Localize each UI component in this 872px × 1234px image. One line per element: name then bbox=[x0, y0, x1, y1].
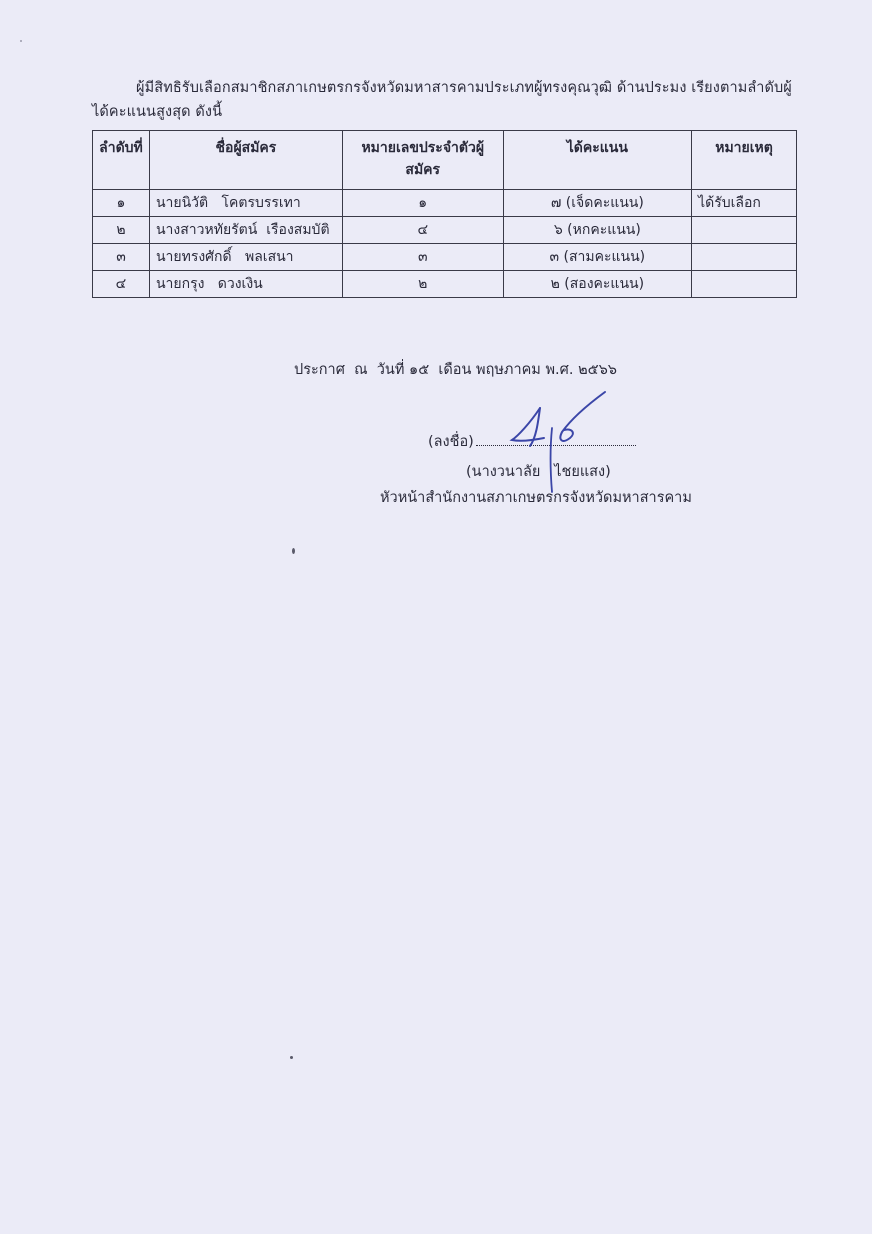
cell-name: นายกรุง ดวงเงิน bbox=[149, 271, 342, 298]
scan-speck bbox=[20, 40, 22, 42]
scan-speck bbox=[292, 548, 295, 554]
table-row bbox=[93, 217, 797, 244]
cell-score: ๗ (เจ็ดคะแนน) bbox=[503, 190, 692, 217]
cell-number: ๒ bbox=[342, 271, 503, 298]
cell-name: นายนิวัติ โคตรบรรเทา bbox=[149, 190, 342, 217]
signer-position: หัวหน้าสำนักงานสภาเกษตรกรจังหวัดมหาสารคาม bbox=[380, 490, 692, 506]
cell-order: ๓ bbox=[93, 244, 150, 271]
cell-note bbox=[692, 244, 797, 271]
cell-number: ๓ bbox=[342, 244, 503, 271]
scan-speck bbox=[290, 1056, 293, 1059]
cell-name: นางสาวหทัยรัตน์ เรืองสมบัติ bbox=[149, 217, 342, 244]
cell-number: ๔ bbox=[342, 217, 503, 244]
cell-score: ๖ (หกคะแนน) bbox=[503, 217, 692, 244]
cell-name: นายทรงศักดิ์ พลเสนา bbox=[149, 244, 342, 271]
signer-name: (นางวนาลัย ไชยแสง) bbox=[466, 464, 611, 480]
cell-note: ได้รับเลือก bbox=[692, 190, 797, 217]
header-name: ชื่อผู้สมัคร bbox=[149, 131, 342, 190]
table-header-row bbox=[93, 131, 797, 190]
cell-note bbox=[692, 217, 797, 244]
results-table bbox=[92, 130, 797, 298]
table-row bbox=[93, 271, 797, 298]
table-row bbox=[93, 190, 797, 217]
cell-score: ๒ (สองคะแนน) bbox=[503, 271, 692, 298]
cell-note bbox=[692, 271, 797, 298]
table-row bbox=[93, 244, 797, 271]
header-score: ได้คะแนน bbox=[503, 131, 692, 190]
header-note: หมายเหตุ bbox=[692, 131, 797, 190]
sign-label: (ลงชื่อ) bbox=[428, 434, 474, 450]
announcement-date: ประกาศ ณ วันที่ ๑๕ เดือน พฤษภาคม พ.ศ. ๒๕๖๖ bbox=[294, 362, 618, 378]
header-order: ลำดับที่ bbox=[93, 131, 150, 190]
header-number: หมายเลขประจำตัวผู้สมัคร bbox=[342, 131, 503, 190]
cell-order: ๑ bbox=[93, 190, 150, 217]
cell-order: ๔ bbox=[93, 271, 150, 298]
cell-score: ๓ (สามคะแนน) bbox=[503, 244, 692, 271]
cell-number: ๑ bbox=[342, 190, 503, 217]
cell-order: ๒ bbox=[93, 217, 150, 244]
intro-paragraph: ผู้มีสิทธิรับเลือกสมาชิกสภาเกษตรกรจังหวัดมหาสารคามประเภทผู้ทรงคุณวุฒิ ด้านประมง เรียงตามลำดับผู้ได้คะแนนสูงสุด ดังนี้ bbox=[92, 80, 792, 120]
